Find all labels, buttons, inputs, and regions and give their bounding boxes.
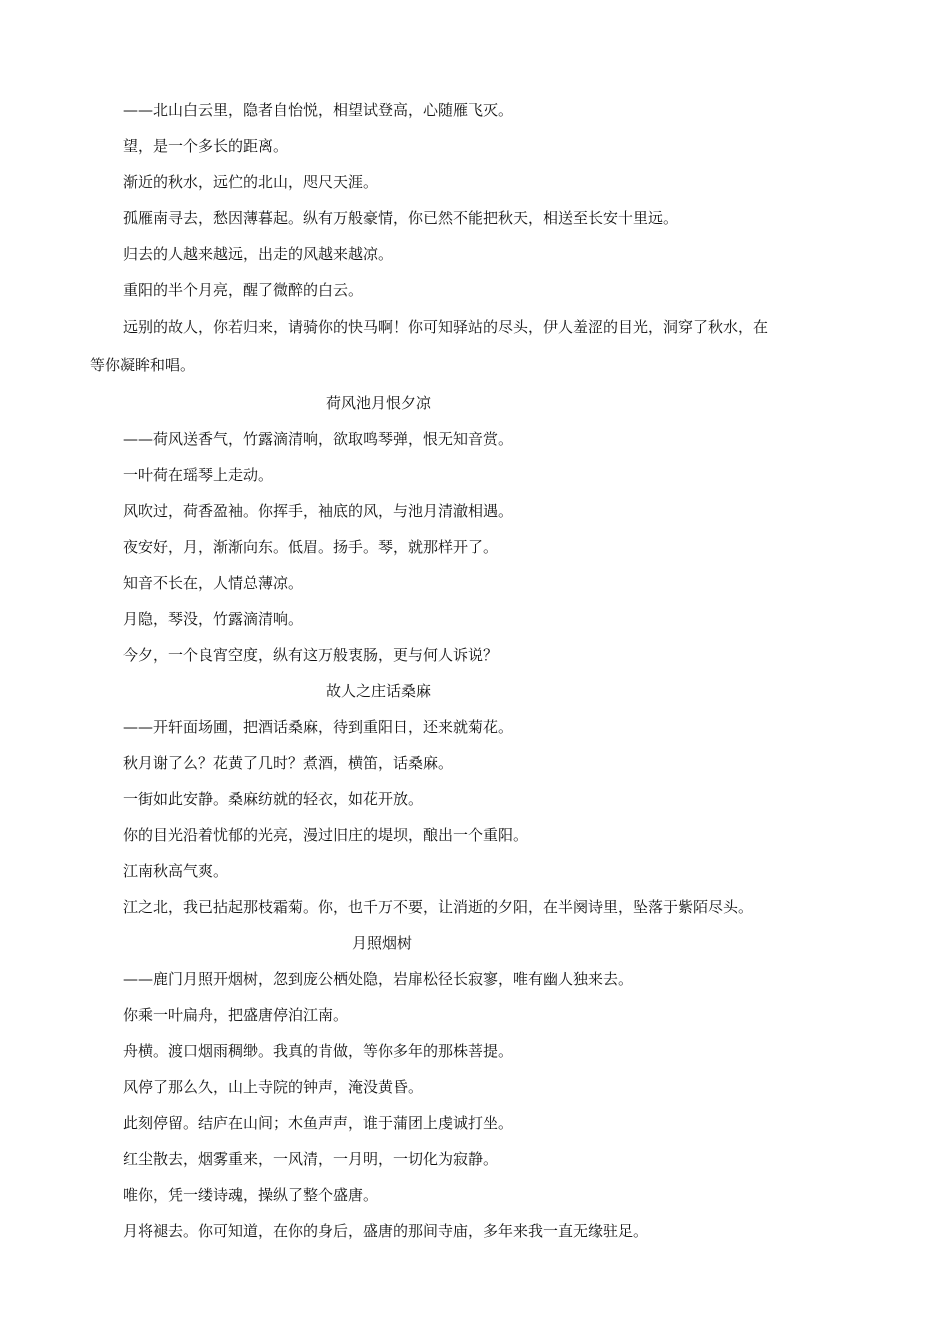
section-title: 荷风池月恨夕凉 [326,394,432,412]
paragraph: 你的目光沿着忧郁的光亮，漫过旧庄的堤坝，酿出一个重阳。 [123,826,529,844]
paragraph: 红尘散去，烟雾重来，一风清，一月明，一切化为寂静。 [123,1150,499,1168]
paragraph: ——开轩面场圃，把酒话桑麻，待到重阳日，还来就菊花。 [123,718,514,736]
paragraph: 月隐，琴没，竹露滴清响。 [123,610,304,628]
paragraph: 远别的故人，你若归来，请骑你的快马啊！你可知驿站的尽头，伊人羞涩的目光，洞穿了秋水，在 [123,318,769,336]
paragraph: 月将褪去。你可知道，在你的身后，盛唐的那间寺庙，多年来我一直无缘驻足。 [123,1222,649,1240]
paragraph: 孤雁南寻去，愁因薄暮起。纵有万般豪情，你已然不能把秋天，相送至长安十里远。 [123,209,679,227]
paragraph: 你乘一叶扁舟，把盛唐停泊江南。 [123,1006,349,1024]
paragraph: 一街如此安静。桑麻纺就的轻衣，如花开放。 [123,790,424,808]
paragraph: 风吹过，荷香盈袖。你挥手，袖底的风，与池月清澈相遇。 [123,502,514,520]
paragraph: ——北山白云里，隐者自怡悦，相望试登高，心随雁飞灭。 [123,101,514,119]
paragraph-continuation: 等你凝眸和唱。 [90,356,196,374]
paragraph: 渐近的秋水，远伫的北山，咫尺天涯。 [123,173,379,191]
paragraph: 今夕，一个良宵空度，纵有这万般衷肠，更与何人诉说？ [123,646,499,664]
paragraph: 夜安好，月，渐渐向东。低眉。扬手。琴，就那样开了。 [123,538,499,556]
paragraph: 一叶荷在瑶琴上走动。 [123,466,274,484]
paragraph: ——鹿门月照开烟树，忽到庞公栖处隐，岩扉松径长寂寥，唯有幽人独来去。 [123,970,634,988]
paragraph: 重阳的半个月亮，醒了微醉的白云。 [123,281,364,299]
section-title: 故人之庄话桑麻 [326,682,432,700]
section-title: 月照烟树 [352,934,413,952]
paragraph: 江南秋高气爽。 [123,862,229,880]
paragraph: 秋月谢了么？花黄了几时？煮酒，横笛，话桑麻。 [123,754,454,772]
paragraph: 此刻停留。结庐在山间；木鱼声声，谁于蒲团上虔诚打坐。 [123,1114,514,1132]
paragraph: 望，是一个多长的距离。 [123,137,289,155]
paragraph: 风停了那么久，山上寺院的钟声，淹没黄昏。 [123,1078,424,1096]
paragraph: 江之北，我已拈起那枝霜菊。你，也千万不要，让消逝的夕阳，在半阕诗里，坠落于紫陌尽头。 [123,898,754,916]
paragraph: 舟横。渡口烟雨稠缈。我真的肯做，等你多年的那株菩提。 [123,1042,514,1060]
paragraph: 唯你，凭一缕诗魂，操纵了整个盛唐。 [123,1186,379,1204]
paragraph: ——荷风送香气，竹露滴清响，欲取鸣琴弹，恨无知音赏。 [123,430,514,448]
paragraph: 归去的人越来越远，出走的风越来越凉。 [123,245,394,263]
paragraph: 知音不长在，人情总薄凉。 [123,574,304,592]
